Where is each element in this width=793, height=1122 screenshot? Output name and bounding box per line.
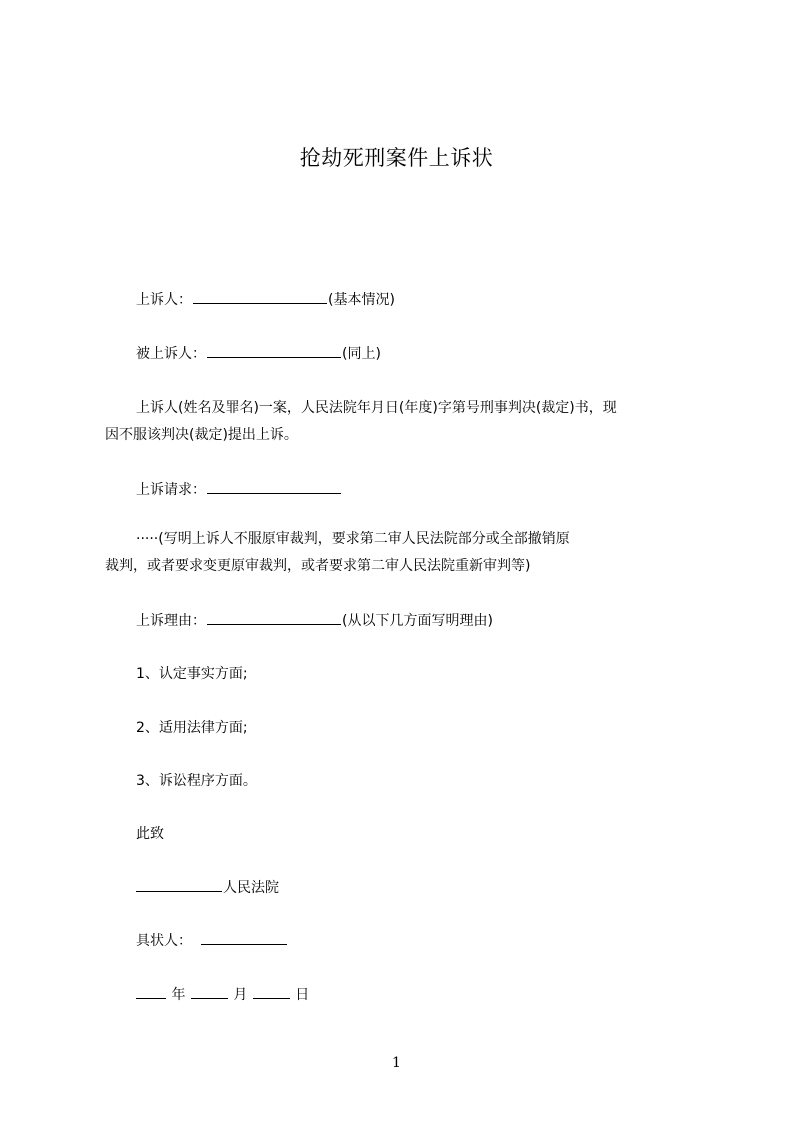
signer-blank bbox=[201, 930, 287, 945]
date-month-label: 月 bbox=[233, 987, 248, 1003]
signer-label: 具状人： bbox=[136, 933, 192, 949]
reason-blank bbox=[207, 610, 341, 625]
date-line bbox=[136, 983, 309, 1007]
year-blank bbox=[136, 984, 166, 999]
request-blank bbox=[207, 479, 341, 494]
reason-note: (从以下几方面写明理由) bbox=[342, 613, 493, 629]
appellant-line bbox=[136, 288, 395, 312]
request-label: 上诉请求： bbox=[136, 482, 206, 498]
appellant-note: (基本情况) bbox=[328, 292, 395, 308]
intro-paragraph bbox=[105, 395, 706, 449]
request-paragraph bbox=[105, 526, 706, 580]
reason-item-2: 2、适用法律方面; bbox=[136, 720, 248, 736]
intro-line-1: 上诉人(姓名及罪名)一案，人民法院年月日(年度)字第号刑事判决(裁定)书，现 bbox=[136, 400, 617, 416]
reason-item-3: 3、诉讼程序方面。 bbox=[136, 773, 257, 789]
reason-line bbox=[136, 609, 493, 633]
page-number: 1 bbox=[392, 1055, 401, 1071]
court-suffix: 人民法院 bbox=[223, 880, 279, 896]
court-blank bbox=[136, 877, 222, 892]
request-line-1: ·····(写明上诉人不服原审裁判，要求第二审人民法院部分或全部撤销原 bbox=[136, 531, 570, 547]
request-line bbox=[136, 478, 342, 502]
day-blank bbox=[253, 984, 290, 999]
appellee-line bbox=[136, 342, 381, 366]
appellant-blank bbox=[193, 289, 327, 304]
appellee-label: 被上诉人： bbox=[136, 346, 206, 362]
closing-text: 此致 bbox=[136, 826, 164, 842]
intro-line-2: 因不服该判决(裁定)提出上诉。 bbox=[105, 427, 298, 443]
court-line bbox=[136, 876, 279, 900]
date-year-label: 年 bbox=[171, 987, 186, 1003]
month-blank bbox=[191, 984, 228, 999]
reason-label: 上诉理由： bbox=[136, 613, 206, 629]
document-title: 抢劫死刑案件上诉状 bbox=[299, 146, 494, 170]
appellant-label: 上诉人： bbox=[136, 292, 192, 308]
request-line-2: 裁判，或者要求变更原审裁判，或者要求第二审人民法院重新审判等) bbox=[105, 558, 531, 574]
appellee-blank bbox=[207, 343, 341, 358]
reason-item-1: 1、认定事实方面; bbox=[136, 666, 248, 682]
appellee-note: (同上) bbox=[342, 346, 381, 362]
signer-line bbox=[136, 929, 288, 953]
date-day-label: 日 bbox=[295, 987, 310, 1003]
